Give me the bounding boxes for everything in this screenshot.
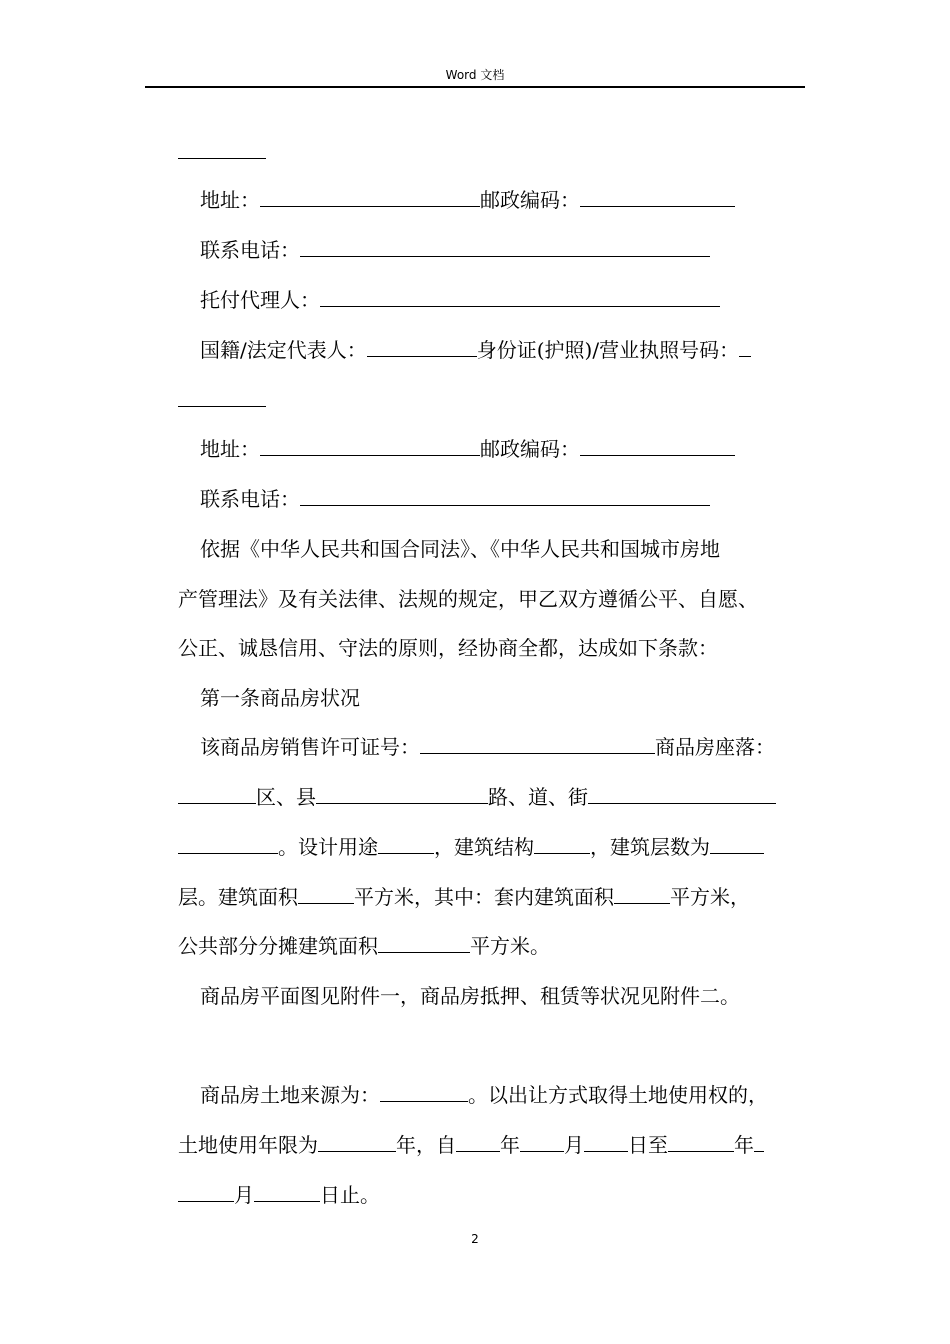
term-years-blank[interactable] xyxy=(318,1133,396,1152)
use-label: 。设计用途 xyxy=(278,835,378,859)
district-blank[interactable] xyxy=(178,785,256,804)
year-label: 年 xyxy=(500,1133,520,1157)
sqm-unit: 平方米，其中：套内建筑面积 xyxy=(354,885,614,909)
land-source-line xyxy=(200,1083,768,1107)
location-line xyxy=(178,785,776,809)
blank-line xyxy=(178,388,266,412)
postcode-label: 邮政编码： xyxy=(480,437,580,461)
land-term-end-line xyxy=(178,1183,380,1207)
sqm-unit-2: 平方米， xyxy=(670,885,750,909)
start-year-blank[interactable] xyxy=(456,1133,500,1152)
floors-unit: 层。建筑面积 xyxy=(178,885,298,909)
address-label: 地址： xyxy=(200,188,260,212)
address-line-2 xyxy=(200,437,735,461)
road-label: 路、道、街 xyxy=(488,785,588,809)
year-from-label: 年，自 xyxy=(396,1133,456,1157)
basis-paragraph-line: 公正、诚恳信用、守法的原则，经协商全都，达成如下条款： xyxy=(178,636,718,660)
blank-line xyxy=(178,140,266,164)
nationality-blank[interactable] xyxy=(367,338,477,357)
shared-area-blank[interactable] xyxy=(378,934,470,953)
address-label: 地址： xyxy=(200,437,260,461)
page-header: Word 文档 xyxy=(445,68,505,82)
structure-blank[interactable] xyxy=(534,835,590,854)
day-to-label: 日至 xyxy=(628,1133,668,1157)
address-blank[interactable] xyxy=(260,188,480,207)
agent-label: 托付代理人： xyxy=(200,288,320,312)
end-month-blank-start[interactable] xyxy=(754,1133,764,1152)
permit-label: 该商品房销售许可证号： xyxy=(200,735,420,759)
basis-paragraph-line: 产管理法》及有关法律、法规的规定，甲乙双方遵循公平、自愿、 xyxy=(178,587,758,611)
road-blank[interactable] xyxy=(316,785,488,804)
permit-blank[interactable] xyxy=(420,735,655,754)
postcode-blank[interactable] xyxy=(580,188,735,207)
district-label: 区、县 xyxy=(256,785,316,809)
postcode-blank[interactable] xyxy=(580,437,735,456)
street-blank[interactable] xyxy=(588,785,776,804)
appendix-note: 商品房平面图见附件一，商品房抵押、租赁等状况见附件二。 xyxy=(200,984,740,1008)
nationality-label: 国籍/法定代表人： xyxy=(200,338,367,362)
sqm-end: 平方米。 xyxy=(470,934,550,958)
land-term-label: 土地使用年限为 xyxy=(178,1133,318,1157)
land-source-label: 商品房土地来源为： xyxy=(200,1083,380,1107)
header-rule xyxy=(145,86,805,88)
floors-label: ，建筑层数为 xyxy=(590,835,710,859)
year2-label: 年 xyxy=(734,1133,754,1157)
day-end-label: 日止。 xyxy=(320,1183,380,1207)
land-source-blank[interactable] xyxy=(380,1083,468,1102)
end-month-blank[interactable] xyxy=(178,1183,234,1202)
use-line xyxy=(178,835,764,859)
area-blank[interactable] xyxy=(298,885,354,904)
location-label: 商品房座落： xyxy=(655,735,775,759)
structure-label: ，建筑结构 xyxy=(434,835,534,859)
phone-blank[interactable] xyxy=(300,238,710,257)
phone-label: 联系电话： xyxy=(200,487,300,511)
area-line xyxy=(178,885,750,909)
id-blank[interactable] xyxy=(739,338,751,357)
floors-blank[interactable] xyxy=(710,835,764,854)
page-number: 2 xyxy=(471,1232,479,1246)
id-label: 身份证(护照)/营业执照号码： xyxy=(476,338,740,362)
nationality-line xyxy=(200,338,751,362)
start-month-blank[interactable] xyxy=(520,1133,564,1152)
postcode-label: 邮政编码： xyxy=(480,188,580,212)
agent-line xyxy=(200,288,720,312)
phone-blank[interactable] xyxy=(300,487,710,506)
inner-area-blank[interactable] xyxy=(614,885,670,904)
agent-blank[interactable] xyxy=(320,288,720,307)
address-line-1 xyxy=(200,188,735,212)
location-blank[interactable] xyxy=(178,835,278,854)
basis-paragraph-line: 依据《中华人民共和国合同法》、《中华人民共和国城市房地 xyxy=(200,537,720,561)
phone-line-1 xyxy=(200,238,710,262)
use-blank[interactable] xyxy=(378,835,434,854)
address-blank[interactable] xyxy=(260,437,480,456)
end-year-blank[interactable] xyxy=(668,1133,734,1152)
phone-label: 联系电话： xyxy=(200,238,300,262)
shared-area-line xyxy=(178,934,550,958)
end-day-blank[interactable] xyxy=(254,1183,320,1202)
phone-line-2 xyxy=(200,487,710,511)
permit-line xyxy=(200,735,775,759)
start-day-blank[interactable] xyxy=(584,1133,628,1152)
month-label: 月 xyxy=(564,1133,584,1157)
article-title: 第一条商品房状况 xyxy=(200,686,360,710)
land-source-tail: 。以出让方式取得土地使用权的， xyxy=(468,1083,768,1107)
month2-label: 月 xyxy=(234,1183,254,1207)
land-term-line xyxy=(178,1133,764,1157)
shared-label: 公共部分分摊建筑面积 xyxy=(178,934,378,958)
